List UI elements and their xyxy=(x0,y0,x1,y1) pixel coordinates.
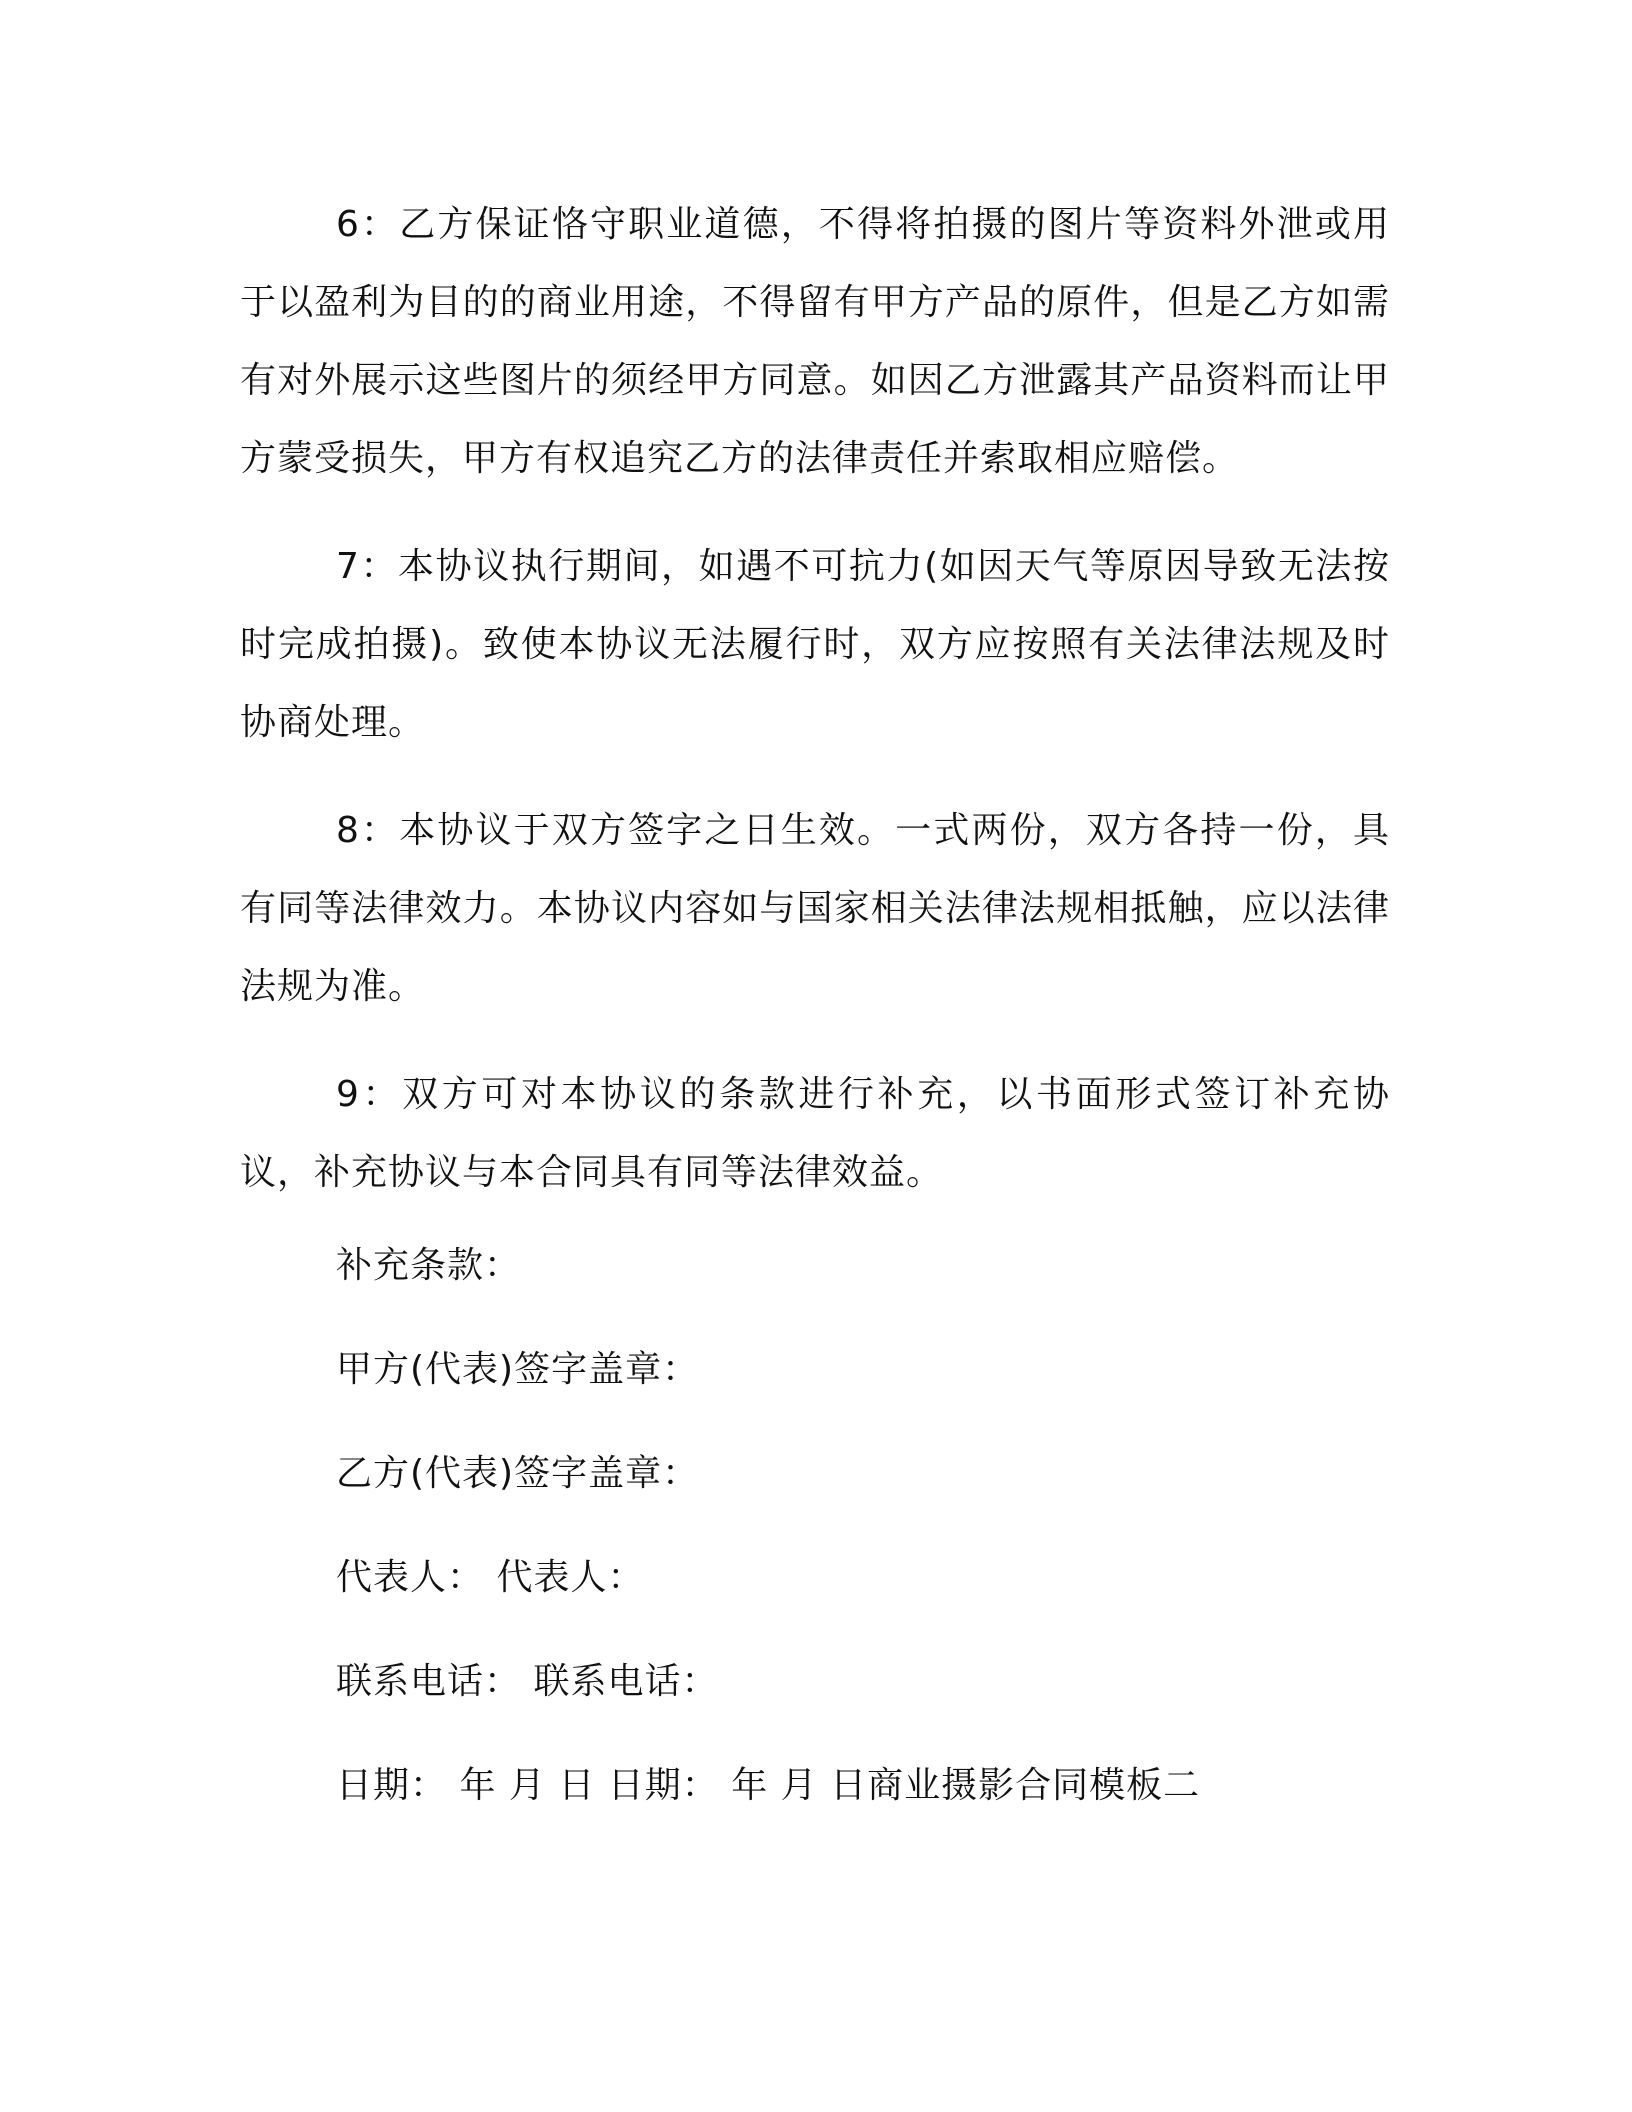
clause-6-paragraph: 6：乙方保证恪守职业道德，不得将拍摄的图片等资料外泄或用于以盈利为目的的商业用途，不得留有甲方产品的原件，但是乙方如需有对外展示这些图片的须经甲方同意。如因乙方泄露其产品资料而让甲方蒙受损失，甲方有权追究乙方的法律责任并索取相应赔偿。 xyxy=(240,204,1390,479)
document-body xyxy=(240,186,1390,1810)
party-b-signature-label: 乙方(代表)签字盖章： xyxy=(336,1453,700,1494)
dates-label: 日期： 年 月 日 日期： 年 月 日商业摄影合同模板二 xyxy=(336,1765,1201,1806)
clause-7-paragraph: 7：本协议执行期间，如遇不可抗力(如因天气等原因导致无法按时完成拍摄)。致使本协议无法履行时，双方应按照有关法律法规及时协商处理。 xyxy=(240,546,1390,743)
supplementary-terms-label: 补充条款： xyxy=(336,1245,522,1286)
clause-8-paragraph: 8：本协议于双方签字之日生效。一式两份，双方各持一份，具有同等法律效力。本协议内容如与国家相关法律法规相抵触，应以法律法规为准。 xyxy=(240,810,1390,1007)
party-a-signature-label: 甲方(代表)签字盖章： xyxy=(336,1349,700,1390)
representatives-label: 代表人： 代表人： xyxy=(336,1557,645,1598)
clause-9-paragraph: 9：双方可对本协议的条款进行补充，以书面形式签订补充协议，补充协议与本合同具有同等法律效益。 xyxy=(240,1074,1390,1193)
signature-section xyxy=(240,1242,1390,1810)
contact-phones-label: 联系电话： 联系电话： xyxy=(336,1661,719,1702)
